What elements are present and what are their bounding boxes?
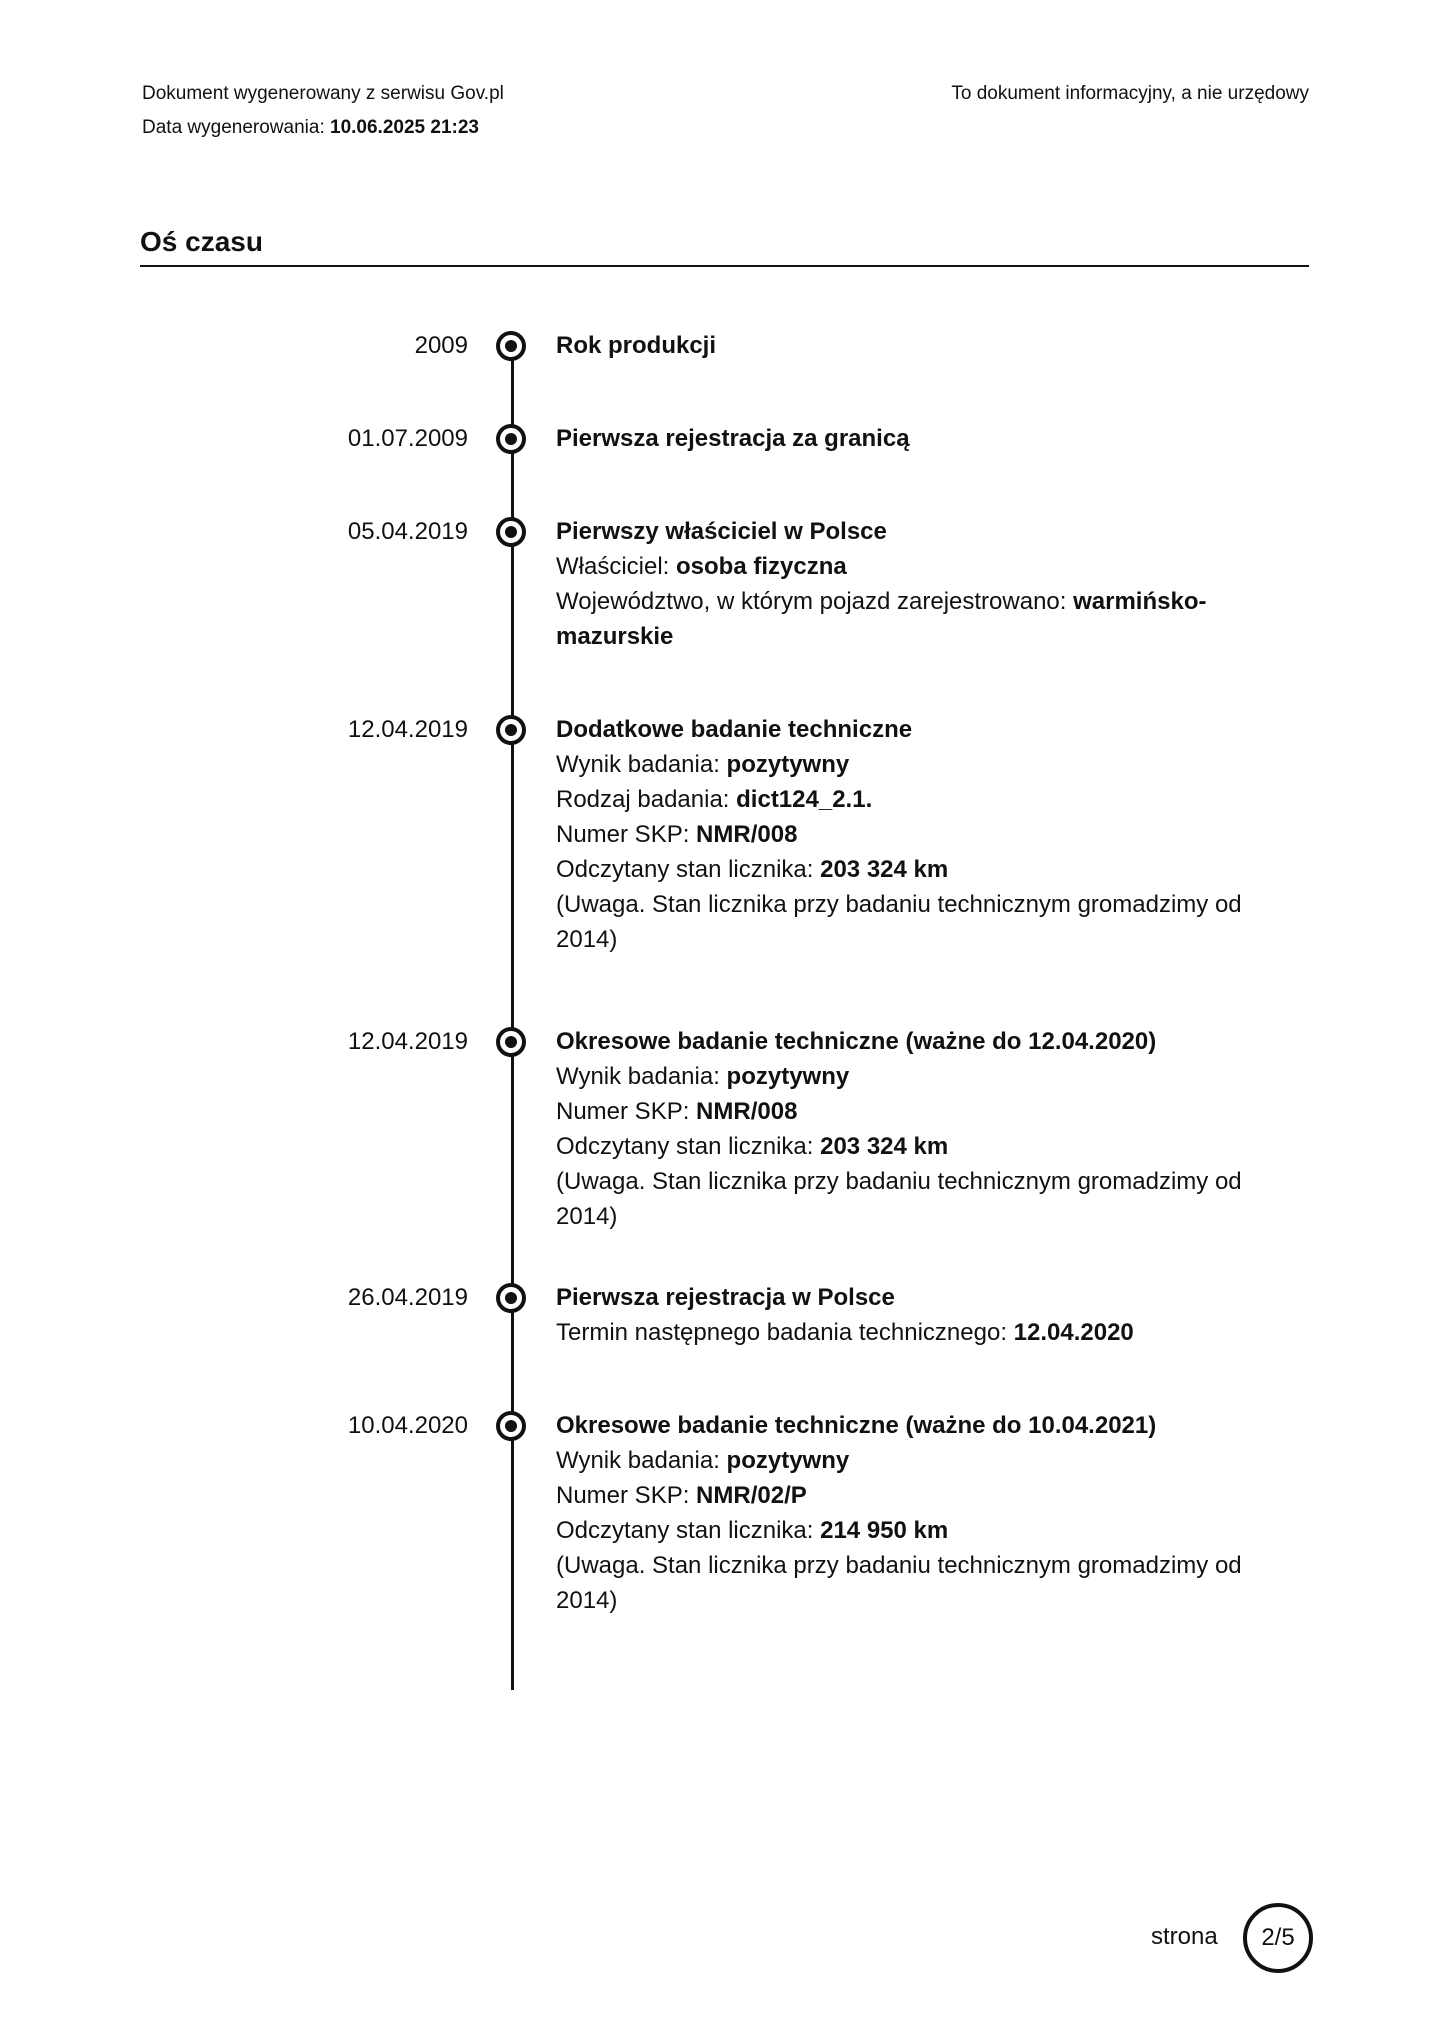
timeline-marker-icon xyxy=(496,1283,526,1313)
timeline-marker-icon xyxy=(496,1411,526,1441)
detail-label: Numer SKP: xyxy=(556,821,697,848)
event-details xyxy=(556,1024,1256,1234)
event-details xyxy=(556,1280,1256,1350)
event-detail-line xyxy=(556,782,1256,817)
detail-label: Województwo, w którym pojazd zarejestrowano: xyxy=(556,588,1074,615)
detail-label: Odczytany stan licznika: xyxy=(556,1517,821,1544)
event-detail-line xyxy=(556,1478,1256,1513)
event-details xyxy=(556,712,1256,957)
detail-value: pozytywny xyxy=(726,1447,850,1474)
detail-label: (Uwaga. Stan licznika przy badaniu technicznym gromadzimy od 2014) xyxy=(556,1552,1242,1614)
event-date: 05.04.2019 xyxy=(347,518,468,545)
event-date: 10.04.2020 xyxy=(347,1412,468,1439)
page-label: strona xyxy=(1151,1923,1218,1950)
detail-label: Rodzaj badania: xyxy=(556,786,737,813)
timeline-marker-icon xyxy=(496,517,526,547)
detail-value: NMR/02/P xyxy=(696,1482,807,1509)
event-date: 12.04.2019 xyxy=(347,1028,468,1055)
event-detail-line xyxy=(556,1443,1256,1478)
detail-label: (Uwaga. Stan licznika przy badaniu technicznym gromadzimy od 2014) xyxy=(556,891,1242,953)
event-detail-line xyxy=(556,1059,1256,1094)
detail-label: Wynik badania: xyxy=(556,1447,727,1474)
detail-label: Numer SKP: xyxy=(556,1098,697,1125)
event-detail-line xyxy=(556,584,1256,654)
detail-value: 203 324 km xyxy=(820,1133,949,1160)
source-text: Dokument wygenerowany z serwisu Gov.pl xyxy=(142,83,504,104)
section-divider xyxy=(140,265,1309,267)
detail-label: Termin następnego badania technicznego: xyxy=(556,1319,1014,1346)
event-title: Pierwszy właściciel w Polsce xyxy=(556,518,887,545)
event-detail-line xyxy=(556,1513,1256,1548)
event-title: Rok produkcji xyxy=(556,332,717,359)
detail-label: (Uwaga. Stan licznika przy badaniu technicznym gromadzimy od 2014) xyxy=(556,1168,1242,1230)
event-detail-line xyxy=(556,1164,1256,1234)
event-date: 2009 xyxy=(414,332,468,359)
document-source-header xyxy=(142,81,504,141)
event-detail-line xyxy=(556,887,1256,957)
detail-label: Wynik badania: xyxy=(556,751,727,778)
event-detail-line xyxy=(556,549,1256,584)
event-detail-line xyxy=(556,852,1256,887)
section-title: Oś czasu xyxy=(140,226,263,257)
event-title: Pierwsza rejestracja za granicą xyxy=(556,425,910,452)
event-detail-line xyxy=(556,1548,1256,1618)
event-details xyxy=(556,1408,1256,1618)
event-date: 01.07.2009 xyxy=(347,425,468,452)
detail-value: pozytywny xyxy=(726,1063,850,1090)
timeline-marker-icon xyxy=(496,424,526,454)
timeline-marker-icon xyxy=(496,715,526,745)
timeline-marker-icon xyxy=(496,1027,526,1057)
detail-value: NMR/008 xyxy=(696,821,798,848)
event-detail-line xyxy=(556,747,1256,782)
detail-label: Wynik badania: xyxy=(556,1063,727,1090)
event-details xyxy=(556,421,1256,456)
page-number-badge: 2/5 xyxy=(1243,1903,1313,1973)
timeline-marker-icon xyxy=(496,331,526,361)
detail-label: Odczytany stan licznika: xyxy=(556,1133,821,1160)
event-details xyxy=(556,328,1256,363)
generated-date-line xyxy=(142,115,504,141)
detail-value: pozytywny xyxy=(726,751,850,778)
generated-date-label: Data wygenerowania: xyxy=(142,117,325,138)
event-title: Okresowe badanie techniczne (ważne do 10.04.2021) xyxy=(556,1412,1157,1439)
event-detail-line xyxy=(556,1129,1256,1164)
detail-label: Właściciel: xyxy=(556,553,677,580)
detail-value: warmińsko-mazurskie xyxy=(556,588,1207,650)
detail-value: osoba fizyczna xyxy=(676,553,847,580)
detail-value: 203 324 km xyxy=(820,856,949,883)
detail-label: Numer SKP: xyxy=(556,1482,697,1509)
event-title: Dodatkowe badanie techniczne xyxy=(556,716,913,743)
event-title: Okresowe badanie techniczne (ważne do 12.04.2020) xyxy=(556,1028,1157,1055)
detail-label: Odczytany stan licznika: xyxy=(556,856,821,883)
event-title: Pierwsza rejestracja w Polsce xyxy=(556,1284,895,1311)
detail-value: NMR/008 xyxy=(696,1098,798,1125)
event-date: 26.04.2019 xyxy=(347,1284,468,1311)
event-detail-line xyxy=(556,1315,1256,1350)
detail-value: 214 950 km xyxy=(820,1517,949,1544)
disclaimer-text: To dokument informacyjny, a nie urzędowy xyxy=(951,83,1309,104)
event-detail-line xyxy=(556,817,1256,852)
generated-date-value: 10.06.2025 21:23 xyxy=(330,117,479,138)
event-date: 12.04.2019 xyxy=(347,716,468,743)
detail-value: dict124_2.1. xyxy=(736,786,873,813)
detail-value: 12.04.2020 xyxy=(1013,1319,1134,1346)
event-details xyxy=(556,514,1256,654)
event-detail-line xyxy=(556,1094,1256,1129)
